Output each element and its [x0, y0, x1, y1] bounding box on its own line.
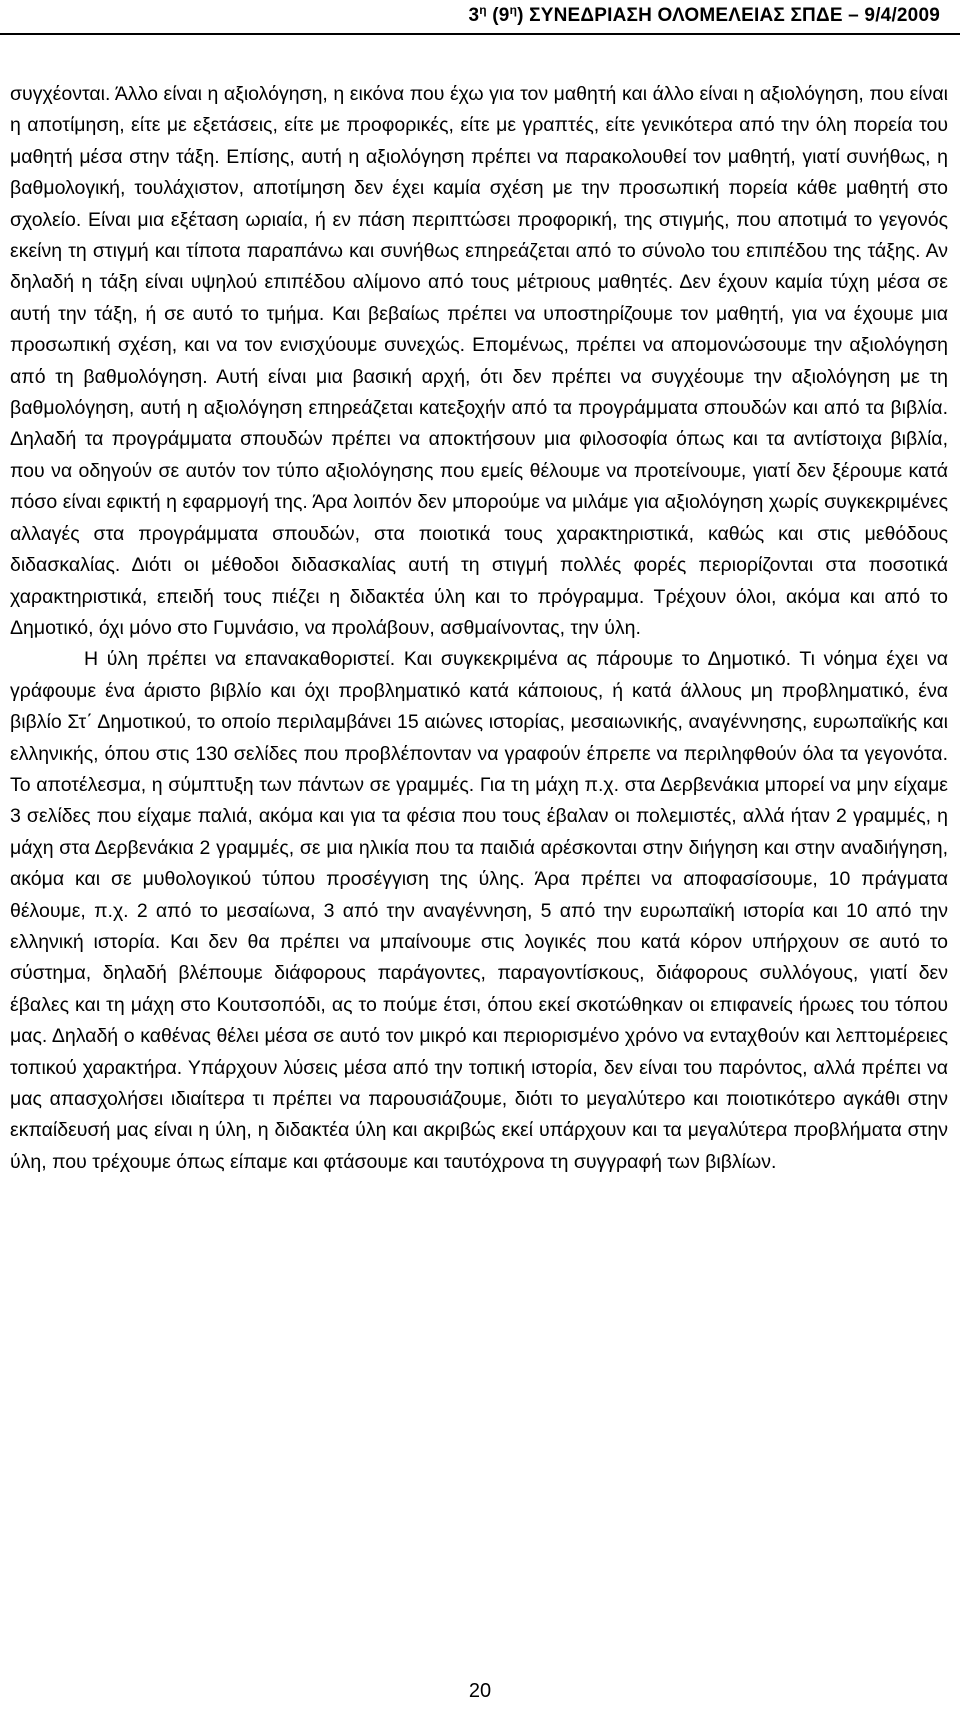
header-superscript: η	[479, 3, 487, 17]
paragraph: Η ύλη πρέπει να επανακαθοριστεί. Και συγκεκριμένα ας πάρουμε το Δημοτικό. Τι νόημα έχει να γράφουμε ένα άριστο βιβλίο και όχι προβληματικό κατά κάποιους, ή κατά άλλους μη προβληματικό, ένα βιβλίο Στ΄ Δημοτικού, το οποίο περιλαμβάνει 15 αιώνες ιστορίας, μεσαιωνικής, αναγέννησης, ευρωπαϊκής και ελληνικής, όπου στις 130 σελίδες που προβλέπονταν να γραφούν έπρεπε να περιληφθούν όλα τα γεγονότα. Το αποτέλεσμα, η σύμπτυξη των πάντων σε γραμμές. Για τη μάχη π.χ. στα Δερβενάκια μπορεί να μην είχαμε 3 σελίδες που είχαμε παλιά, ακόμα και για τα φέσια που τους έβαλαν οι πολεμιστές, αλλά ήταν 2 γραμμές, η μάχη στα Δερβενάκια 2 γραμμές, σε μια ηλικία που τα παιδιά αρέσκονται στην διήγηση και στην αναδιήγηση, ακόμα και σε μυθολογικού τύπου προσέγγιση της ύλης. Άρα πρέπει να αποφασίσουμε, 10 πράγματα θέλουμε, π.χ. 2 από το μεσαίωνα, 3 από την αναγέννηση, 5 από την ευρωπαϊκή ιστορία και 10 από την ελληνική ιστορία. Και δεν θα πρέπει να μπαίνουμε στις λογικές που κατά κόρον υπήρχουν σε αυτό το σύστημα, δηλαδή βλέπουμε διάφορους παράγοντες, παραγοντίσκους, διάφορους συλλόγους, γιατί δεν έβαλες και τη μάχη στο Κουτσοπόδι, ας το πούμε έτσι, όπου εκεί σκοτώθηκαν οι επιφανείς ήρωες του τόπου μας. Δηλαδή ο καθένας θέλει μέσα σε αυτό τον μικρό και περιορισμένο χρόνο να ενταχθούν και λεπτομέρειες τοπικού χαρακτήρα. Υπάρχουν λύσεις μέσα από την τοπική ιστορία, δεν είναι του παρόντος, αλλά πρέπει να μας απασχολήσει ιδιαίτερα τι πρέπει να παρουσιάζουμε, διότι το μεγαλύτερο και ποιοτικότερο αγκάθι στην εκπαίδευσή μας είναι η ύλη, η διδακτέα ύλη και ακριβώς εκεί υπάρχουν και τα μεγαλύτερα προβλήματα στην ύλη, που τρέχουμε όπως είπαμε και φτάσουμε και ταυτόχρονα τη συγγραφή των βιβλίων.	[10, 648, 948, 1173]
paragraph: συγχέονται. Άλλο είναι η αξιολόγηση, η εικόνα που έχω για τον μαθητή και άλλο είναι η αξιολόγηση, που είναι η αποτίμηση, είτε με εξετάσεις, είτε με προφορικές, είτε με γραπτές, είτε γενικότερα από την όλη πορεία του μαθητή μέσα στην τάξη. Επίσης, αυτή η αξιολόγηση πρέπει να παρακολουθεί τον μαθητή, γιατί συνήθως, η βαθμολογική, τουλάχιστον, αποτίμηση δεν έχει καμία σχέση με την προσωπική πορεία κάθε μαθητή στο σχολείο. Είναι μια εξέταση ωριαία, ή εν πάση περιπτώσει προφορική, της στιγμής, που αποτιμά το γεγονός εκείνη τη στιγμή και τίποτα παραπάνω και συνήθως επηρεάζεται από το σύνολο του επιπέδου της τάξης. Αν δηλαδή η τάξη είναι υψηλού επιπέδου αλίμονο από τους μέτριους μαθητές. Δεν έχουν καμία τύχη μέσα σε αυτή την τάξη, ή σε αυτό το τμήμα. Και βεβαίως πρέπει να υποστηρίζουμε τον μαθητή, για να έχουμε μια προσωπική σχέση, και να τον ενισχύουμε συνεχώς. Επομένως, πρέπει να απομονώσουμε την αξιολόγηση από τη βαθμολόγηση. Αυτή είναι μια βασική αρχή, ότι δεν πρέπει να συγχέουμε την αξιολόγηση με τη βαθμολόγηση, αυτή η αξιολόγηση επηρεάζεται κατεξοχήν από τα προγράμματα σπουδών και από τα βιβλία. Δηλαδή τα προγράμματα σπουδών πρέπει να αποκτήσουν μια φιλοσοφία όπως και τα αντίστοιχα βιβλία, που να οδηγούν σε αυτόν τον τύπο αξιολόγησης που εμείς θέλουμε να προτείνουμε, γιατί δεν ξέρουμε κατά πόσο είναι εφικτή η εφαρμογή της. Άρα λοιπόν δεν μπορούμε να μιλάμε για αξιολόγηση χωρίς συγκεκριμένες αλλαγές στα προγράμματα σπουδών, στα ποιοτικά τους χαρακτηριστικά, καθώς και στις μεθόδους διδασκαλίας. Διότι οι μέθοδοι διδασκαλίας αυτή τη στιγμή πολλές φορές περιορίζονται στα ποσοτικά χαρακτηριστικά, επειδή τους πιέζει η διδακτέα ύλη και το πρόγραμμα. Τρέχουν όλοι, ακόμα και από το Δημοτικό, όχι μόνο στο Γυμνάσιο, να προλάβουν, ασθμαίνοντας, την ύλη.	[10, 83, 948, 639]
header-session-number: 3	[468, 5, 480, 26]
header-open-paren: (9	[486, 5, 510, 26]
header-superscript: η	[509, 3, 518, 17]
page-number: 20	[468, 1680, 492, 1702]
header-title: ) ΣΥΝΕΔΡΙΑΣΗ ΟΛΟΜΕΛΕΙΑΣ ΣΠΔΕ – 9/4/2009	[517, 5, 940, 26]
page-header	[180, 3, 940, 29]
header-divider	[0, 33, 960, 35]
document-body	[10, 79, 948, 1178]
